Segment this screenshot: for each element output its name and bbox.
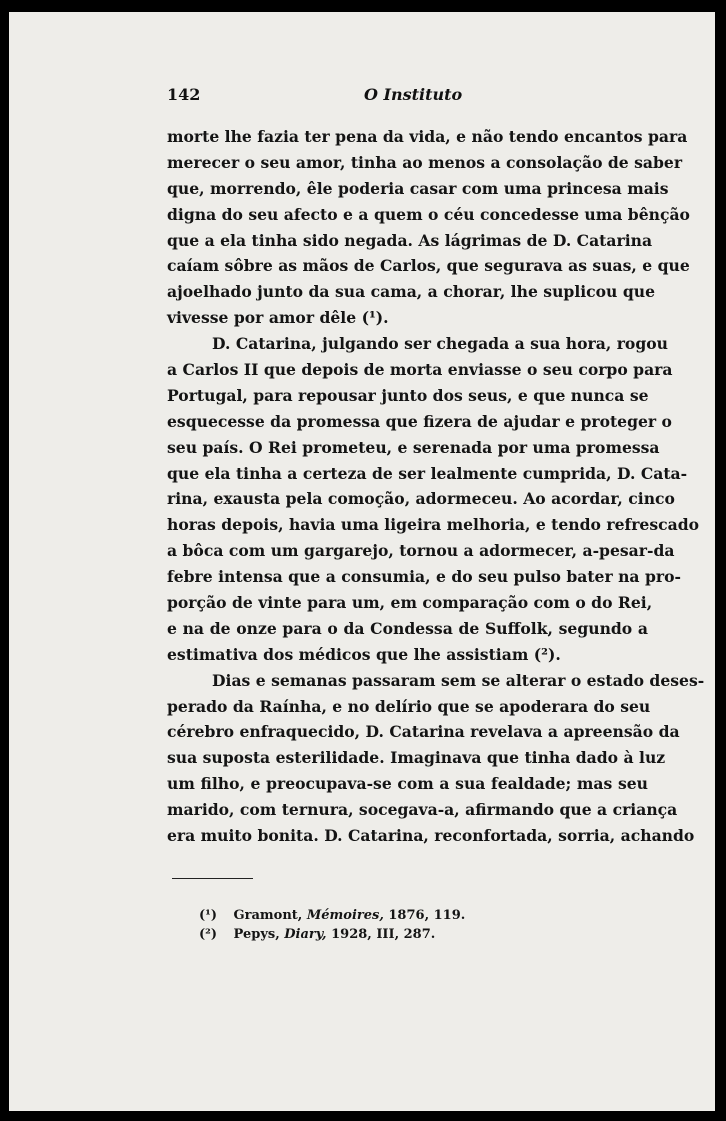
text-line: merecer o seu amor, tinha ao menos a consolação de saber — [167, 152, 683, 172]
text-line: seu país. O Rei prometeu, e serenada por uma promessa — [167, 437, 660, 457]
footnote-work: Mémoires, — [306, 908, 384, 923]
text-line: ajoelhado junto da sua cama, a chorar, lhe suplicou que — [167, 282, 655, 302]
text-line: que, morrendo, êle poderia casar com uma princesa mais — [167, 178, 669, 198]
text-line: era muito bonita. D. Catarina, reconfortada, sorria, achando — [167, 826, 695, 846]
text-line: morte lhe fazia ter pena da vida, e não tendo encantos para — [167, 127, 688, 146]
footnote-author: Pepys, — [233, 927, 280, 942]
text-line: que ela tinha a certeza de ser lealmente cumprida, D. Cata- — [167, 463, 688, 483]
text-line: rina, exausta pela comoção, adormeceu. Ao acordar, cinco — [167, 489, 675, 509]
text-line: vivesse por amor dêle (¹). — [167, 308, 389, 328]
text-line: marido, com ternura, socegava-a, afirmando que a criança — [167, 800, 678, 820]
text-line: horas depois, havia uma ligeira melhoria, e tendo refrescado — [167, 515, 700, 535]
text-line: perado da Raínha, e no delírio que se apoderara do seu — [167, 696, 651, 716]
text-line: digna do seu afecto e a quem o céu concedesse uma bênção — [167, 204, 690, 224]
footnote — [199, 906, 465, 925]
footnote-separator — [172, 878, 253, 879]
text-line: sua suposta esterilidade. Imaginava que tinha dado à luz — [167, 748, 666, 768]
text-line: um filho, e preocupava-se com a sua fealdade; mas seu — [167, 774, 648, 794]
text-line: esquecesse da promessa que fizera de ajudar e proteger o — [167, 411, 672, 431]
text-line: D. Catarina, julgando ser chegada a sua hora, rogou — [212, 334, 668, 354]
text-line: porção de vinte para um, em comparação com o do Rei, — [167, 593, 653, 613]
footnote-author: Gramont, — [233, 908, 303, 923]
footnotes — [199, 906, 465, 944]
text-line: a Carlos II que depois de morta enviasse o seu corpo para — [167, 360, 673, 380]
text-line: Portugal, para repousar junto dos seus, e que nunca se — [167, 385, 649, 405]
footnote-details: 1876, 119. — [388, 908, 466, 923]
footnote-details: 1928, III, 287. — [331, 927, 436, 942]
page-number: 142 — [167, 85, 201, 104]
text-line: caíam sôbre as mãos de Carlos, que segurava as suas, e que — [167, 256, 690, 276]
running-title: O Instituto — [364, 85, 463, 104]
text-line: cérebro enfraquecido, D. Catarina revelava a apreensão da — [167, 722, 680, 742]
text-line: a bôca com um gargarejo, tornou a adormecer, a-pesar-da — [167, 541, 675, 561]
page-header — [9, 85, 715, 109]
footnote-mark: (¹) — [199, 908, 217, 923]
text-line: e na de onze para o da Condessa de Suffolk, segundo a — [167, 618, 648, 638]
footnote-work: Diary, — [284, 927, 327, 942]
book-page — [9, 12, 715, 1111]
body-text — [167, 124, 705, 849]
text-line: estimativa dos médicos que lhe assistiam (²). — [167, 644, 561, 664]
text-line: que a ela tinha sido negada. As lágrimas de D. Catarina — [167, 230, 653, 250]
text-line: febre intensa que a consumia, e do seu pulso bater na pro- — [167, 567, 681, 587]
footnote — [199, 925, 465, 944]
footnote-mark: (²) — [199, 927, 217, 942]
text-line: Dias e semanas passaram sem se alterar o estado deses- — [212, 670, 705, 690]
